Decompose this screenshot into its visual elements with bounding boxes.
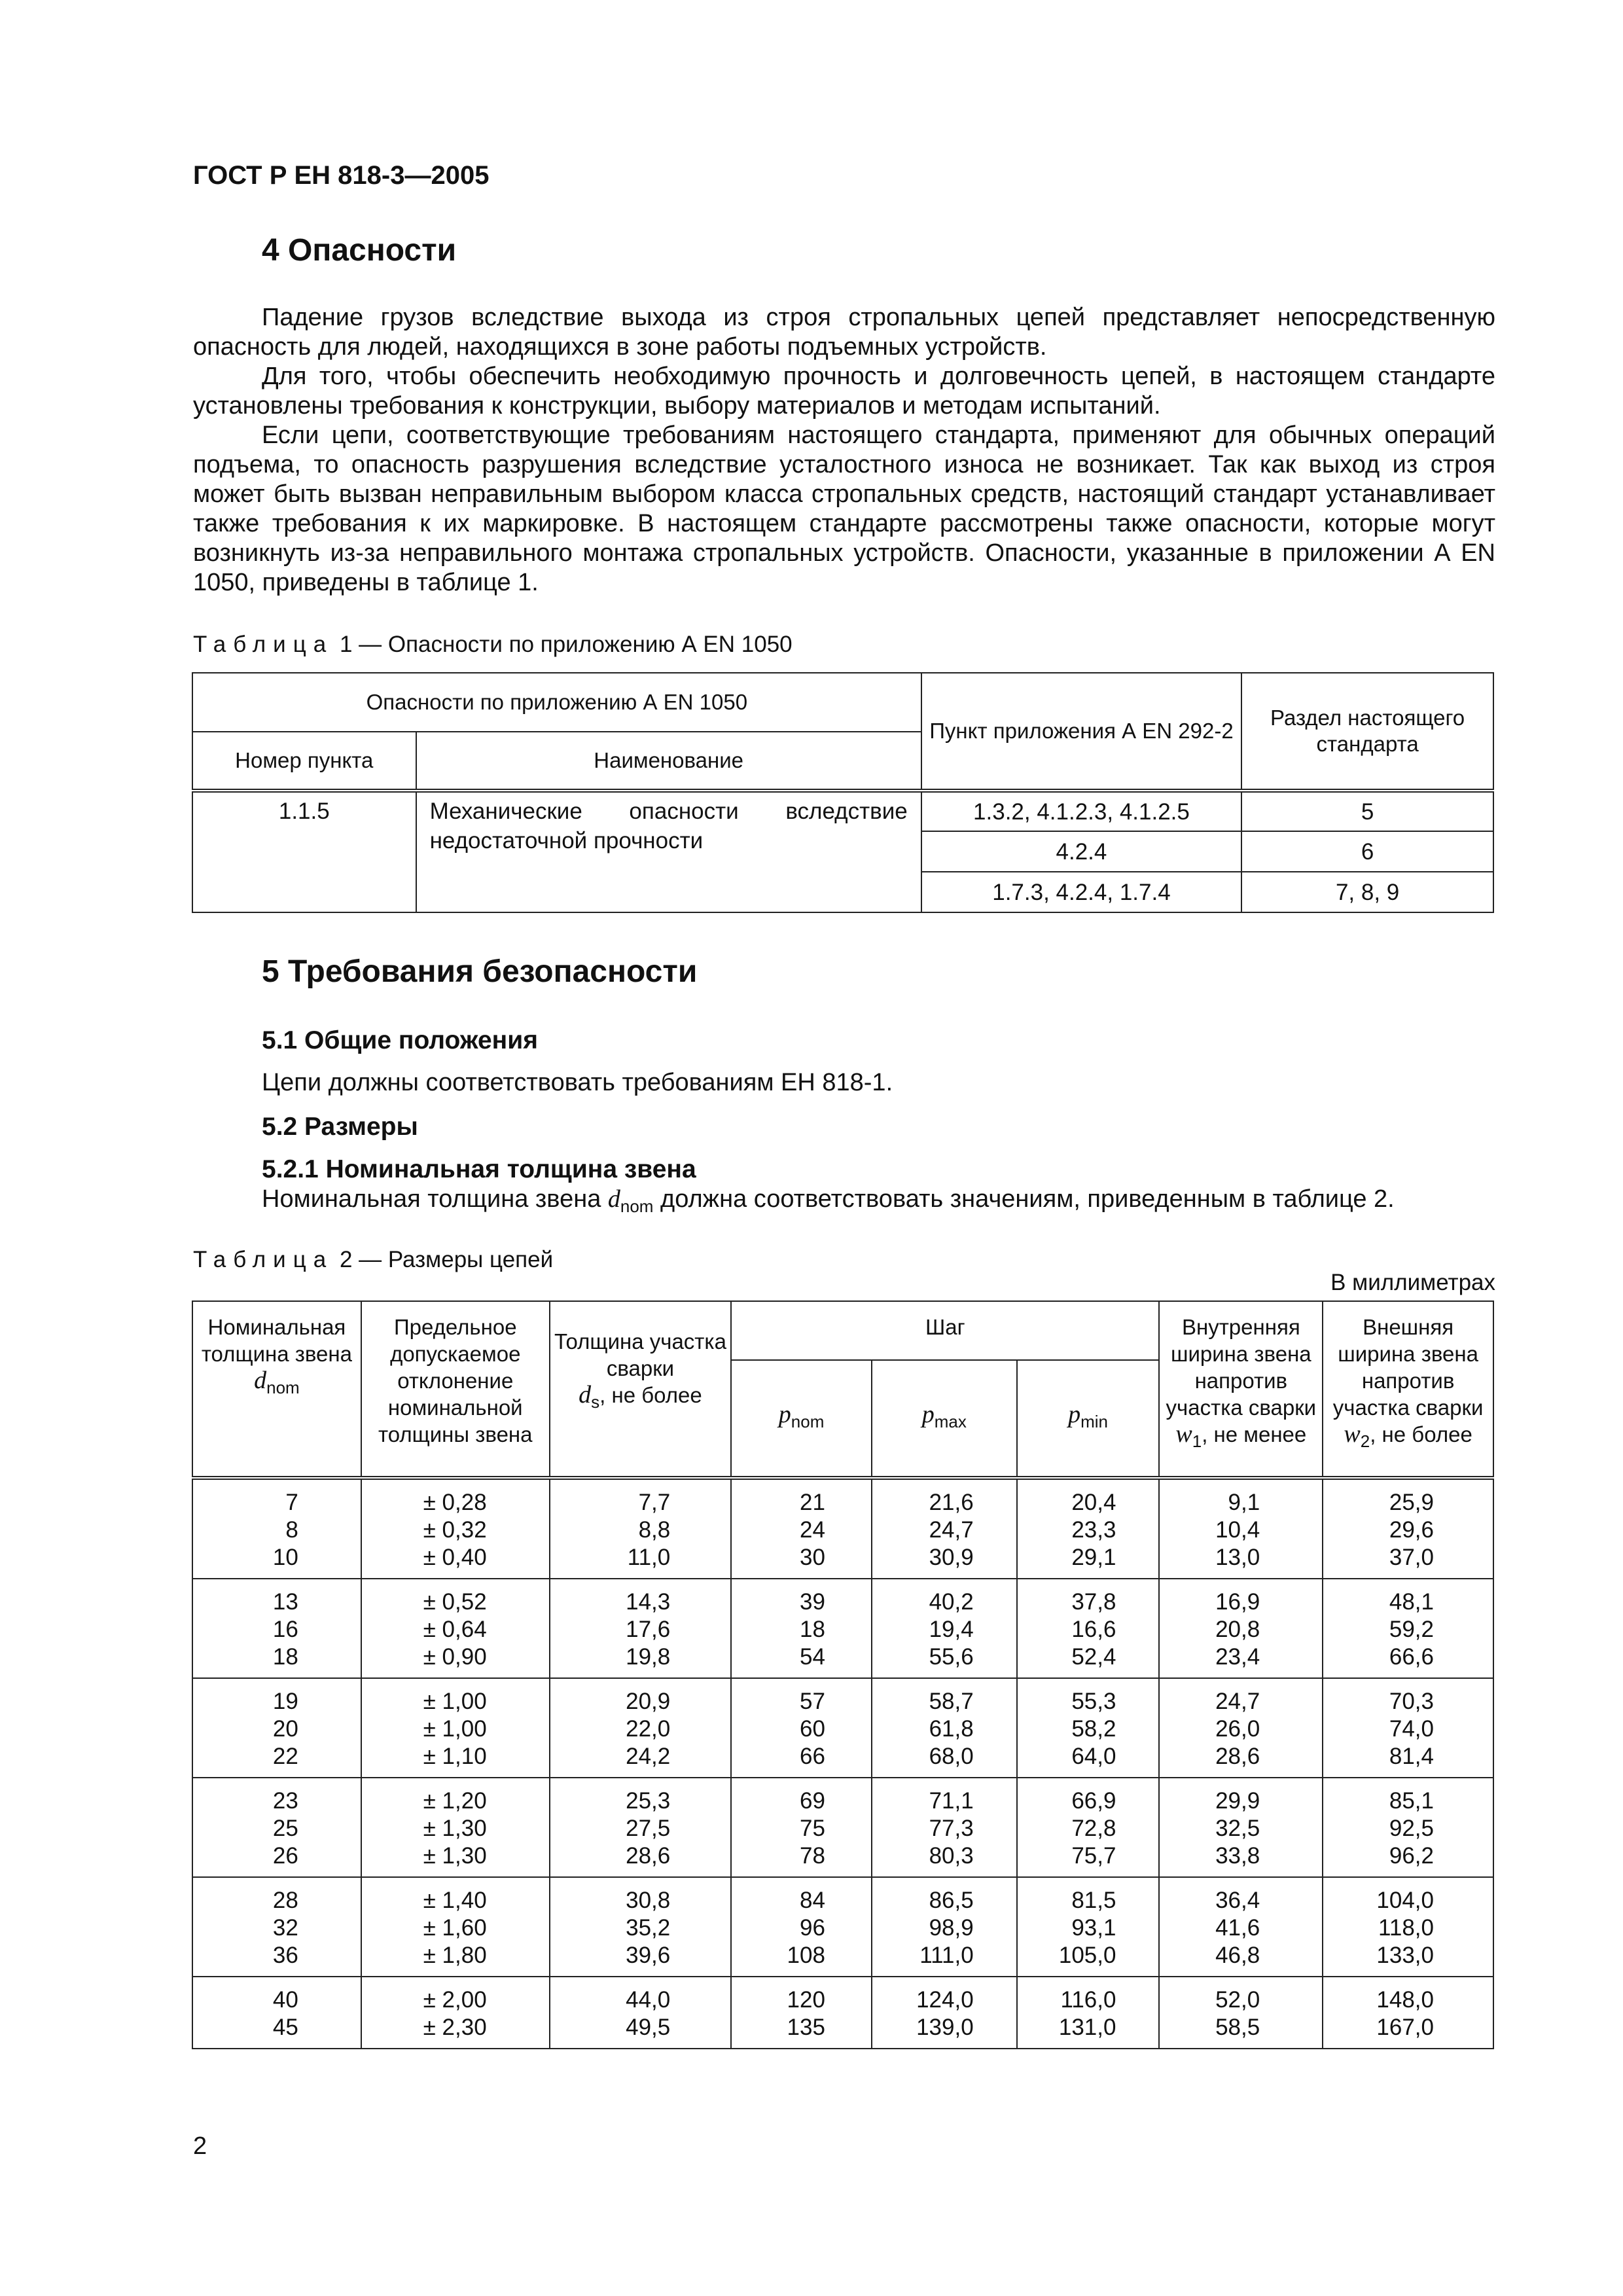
cell-value: 71,1: [929, 1788, 974, 1814]
table-2-body: [192, 1478, 1493, 2049]
cell-value: 48,1: [1389, 1589, 1434, 1615]
text-before: Номинальная толщина звена: [262, 1185, 608, 1213]
cell-value: 18: [272, 1644, 298, 1670]
cell-value: ± 0,64: [423, 1617, 487, 1642]
cell-value: 29,6: [1389, 1517, 1434, 1543]
cell-value: 24,2: [626, 1744, 671, 1769]
cell-value: 26: [272, 1843, 298, 1869]
cell-value: 17,6: [626, 1617, 671, 1642]
paragraph: Падение грузов вследствие выхода из строя стропальных цепей представляет непосредственную опасность для людей, находящихся в зоне работы подъемных устройств.: [193, 304, 1495, 361]
cell-value: 20,4: [1071, 1490, 1116, 1515]
col-pmin-header: $p_{min}$: [1017, 1360, 1160, 1478]
col-section-header: Раздел настоящего стандарта: [1241, 673, 1493, 791]
cell-value: 66,6: [1389, 1644, 1434, 1670]
page-number: 2: [193, 2132, 207, 2160]
inner-width-cell: [1159, 1579, 1323, 1678]
cell-value: ± 1,40: [423, 1888, 487, 1913]
cell-value: 108: [787, 1943, 825, 1968]
section-cell: 7, 8, 9: [1241, 872, 1493, 912]
col-clause-header: Пункт приложения А EN 292-2: [921, 673, 1241, 791]
cell-value: 25,9: [1389, 1490, 1434, 1515]
cell-value: 10,4: [1215, 1517, 1260, 1543]
col-pnom-header: $p_{nom}$: [731, 1360, 872, 1478]
cell-value: 21: [800, 1490, 825, 1515]
cell-value: 29,1: [1071, 1545, 1116, 1570]
cell-value: 52,0: [1215, 1987, 1260, 2013]
nominal-cell: [192, 1579, 361, 1678]
table-row-group: [192, 1977, 1493, 2049]
tolerance-cell: [361, 1579, 550, 1678]
clause-cell: 4.2.4: [921, 831, 1241, 872]
cell-value: 93,1: [1071, 1915, 1116, 1941]
cell-value: 13,0: [1215, 1545, 1260, 1570]
cell-value: 55,3: [1071, 1689, 1116, 1714]
cell-value: 59,2: [1389, 1617, 1434, 1642]
cell-value: 66,9: [1071, 1788, 1116, 1814]
caption-text: 2 — Размеры цепей: [333, 1247, 554, 1272]
weld-cell: [550, 1877, 732, 1977]
cell-value: 68,0: [929, 1744, 974, 1769]
table-row-group: [192, 1778, 1493, 1877]
section-5-2-1-text: [262, 1185, 1395, 1217]
pmax-cell: [872, 1478, 1017, 1579]
cell-value: 25: [272, 1816, 298, 1841]
cell-value: 40,2: [929, 1589, 974, 1615]
cell-value: ± 2,00: [423, 1987, 487, 2013]
cell-value: 8,8: [638, 1517, 671, 1543]
inner-width-cell: [1159, 1778, 1323, 1877]
cell-value: 7: [285, 1490, 298, 1515]
cell-value: 81,5: [1071, 1888, 1116, 1913]
col-pmax-header: $p_{max}$: [872, 1360, 1017, 1478]
pmax-cell: [872, 1678, 1017, 1778]
col-number-header: Номер пункта: [192, 732, 416, 791]
pmax-cell: [872, 1778, 1017, 1877]
cell-value: 22: [272, 1744, 298, 1769]
weld-cell: [550, 1977, 732, 2049]
cell-value: 52,4: [1071, 1644, 1116, 1670]
hazards-table: [192, 672, 1494, 913]
cell-value: 85,1: [1389, 1788, 1434, 1814]
cell-value: 39: [800, 1589, 825, 1615]
pmax-cell: [872, 1579, 1017, 1678]
cell-value: 86,5: [929, 1888, 974, 1913]
cell-value: 13: [272, 1589, 298, 1615]
caption-text: 1 — Опасности по приложению А EN 1050: [333, 632, 793, 657]
cell-value: 46,8: [1215, 1943, 1260, 1968]
nominal-cell: [192, 1977, 361, 2049]
section-5-title: 5 Требования безопасности: [262, 954, 698, 989]
cell-value: 22,0: [626, 1716, 671, 1742]
cell-value: 39,6: [626, 1943, 671, 1968]
cell-value: 20,8: [1215, 1617, 1260, 1642]
cell-value: 74,0: [1389, 1716, 1434, 1742]
pmin-cell: [1017, 1778, 1160, 1877]
col-nominal-header: Номинальная толщина звена $d_{nom}$: [192, 1301, 361, 1478]
nominal-cell: [192, 1877, 361, 1977]
cell-value: ± 1,00: [423, 1716, 487, 1742]
chain-dimensions-table: [192, 1300, 1494, 2049]
cell-value: 24: [800, 1517, 825, 1543]
cell-value: 64,0: [1071, 1744, 1116, 1769]
inner-width-cell: [1159, 1977, 1323, 2049]
cell-value: 58,2: [1071, 1716, 1116, 1742]
section-cell: 6: [1241, 831, 1493, 872]
cell-value: 40: [272, 1987, 298, 2013]
cell-value: 41,6: [1215, 1915, 1260, 1941]
cell-value: 58,7: [929, 1689, 974, 1714]
cell-value: 32: [272, 1915, 298, 1941]
table-1-caption: [193, 632, 793, 658]
cell-value: 9,1: [1228, 1490, 1260, 1515]
col-weld-header: Толщина участка сварки $d_s$, не более: [550, 1301, 732, 1478]
cell-value: 118,0: [1378, 1915, 1434, 1941]
cell-value: 133,0: [1376, 1943, 1434, 1968]
cell-value: 167,0: [1376, 2015, 1434, 2040]
cell-value: 20: [272, 1716, 298, 1742]
section-5-2-title: 5.2 Размеры: [262, 1113, 418, 1141]
table-row-group: [192, 1478, 1493, 1579]
cell-value: 92,5: [1389, 1816, 1434, 1841]
pnom-cell: [731, 1877, 872, 1977]
col-name-header: Наименование: [416, 732, 921, 791]
outer-width-cell: [1323, 1778, 1493, 1877]
cell-value: 19,4: [929, 1617, 974, 1642]
col-tolerance-header: Предельное допускаемое отклонение номинальной толщины звена: [361, 1301, 550, 1478]
clause-cell: 1.7.3, 4.2.4, 1.7.4: [921, 872, 1241, 912]
cell-value: 16,9: [1215, 1589, 1260, 1615]
text-after: должна соответствовать значениям, приведенным в таблице 2.: [653, 1185, 1395, 1213]
outer-width-cell: [1323, 1678, 1493, 1778]
inner-width-cell: [1159, 1678, 1323, 1778]
cell-value: 19: [272, 1689, 298, 1714]
section-4-title: 4 Опасности: [262, 233, 457, 268]
section-5-1-title: 5.1 Общие положения: [262, 1026, 538, 1054]
cell-value: 18: [800, 1617, 825, 1642]
outer-width-cell: [1323, 1579, 1493, 1678]
cell-value: 45: [272, 2015, 298, 2040]
nominal-cell: [192, 1778, 361, 1877]
cell-value: 23: [272, 1788, 298, 1814]
cell-value: ± 0,32: [423, 1517, 487, 1543]
pmin-cell: [1017, 1977, 1160, 2049]
pmin-cell: [1017, 1678, 1160, 1778]
cell-value: 28,6: [1215, 1744, 1260, 1769]
cell-value: 84: [800, 1888, 825, 1913]
cell-value: 21,6: [929, 1490, 974, 1515]
pmin-cell: [1017, 1478, 1160, 1579]
cell-value: ± 0,40: [423, 1545, 487, 1570]
tolerance-cell: [361, 1478, 550, 1579]
cell-value: 30,8: [626, 1888, 671, 1913]
pnom-cell: [731, 1579, 872, 1678]
paragraph: Для того, чтобы обеспечить необходимую прочность и долговечность цепей, в настоящем стандарте установлены требования к конструкции, выбору материалов и методам испытаний.: [193, 363, 1495, 420]
caption-word: Таблица: [193, 1247, 334, 1272]
cell-value: 96,2: [1389, 1843, 1434, 1869]
cell-value: 7,7: [638, 1490, 671, 1515]
cell-value: ± 1,60: [423, 1915, 487, 1941]
nominal-cell: [192, 1678, 361, 1778]
cell-value: 36: [272, 1943, 298, 1968]
cell-value: 19,8: [626, 1644, 671, 1670]
cell-value: ± 0,28: [423, 1490, 487, 1515]
cell-value: ± 1,80: [423, 1943, 487, 1968]
tolerance-cell: [361, 1877, 550, 1977]
cell-value: 24,7: [1215, 1689, 1260, 1714]
weld-cell: [550, 1478, 732, 1579]
cell-value: 69: [800, 1788, 825, 1814]
units-note: В миллиметрах: [1330, 1270, 1495, 1295]
outer-width-cell: [1323, 1977, 1493, 2049]
cell-value: 32,5: [1215, 1816, 1260, 1841]
cell-value: 33,8: [1215, 1843, 1260, 1869]
variable-d: d: [607, 1185, 620, 1213]
cell-value: 10: [272, 1545, 298, 1570]
table-row-group: [192, 1877, 1493, 1977]
tolerance-cell: [361, 1678, 550, 1778]
pmin-cell: [1017, 1877, 1160, 1977]
cell-value: 16,6: [1071, 1617, 1116, 1642]
section-4-body: [193, 303, 1495, 598]
cell-value: 37,0: [1389, 1545, 1434, 1570]
pnom-cell: [731, 1778, 872, 1877]
cell-value: 70,3: [1389, 1689, 1434, 1714]
cell-value: 23,3: [1071, 1517, 1116, 1543]
cell-value: ± 2,30: [423, 2015, 487, 2040]
cell-value: ± 1,30: [423, 1843, 487, 1869]
outer-width-cell: [1323, 1478, 1493, 1579]
cell-value: 29,9: [1215, 1788, 1260, 1814]
cell-value: 98,9: [929, 1915, 974, 1941]
cell-value: 131,0: [1058, 2015, 1116, 2040]
cell-value: 66: [800, 1744, 825, 1769]
inner-width-cell: [1159, 1877, 1323, 1977]
cell-value: 26,0: [1215, 1716, 1260, 1742]
cell-value: 105,0: [1058, 1943, 1116, 1968]
cell-value: 54: [800, 1644, 825, 1670]
cell-value: 72,8: [1071, 1816, 1116, 1841]
hazard-name: Механические опасности вследствие недостаточной прочности: [416, 791, 921, 912]
cell-value: 61,8: [929, 1716, 974, 1742]
cell-value: 20,9: [626, 1689, 671, 1714]
pmax-cell: [872, 1877, 1017, 1977]
cell-value: 28: [272, 1888, 298, 1913]
weld-cell: [550, 1678, 732, 1778]
cell-value: ± 1,30: [423, 1816, 487, 1841]
hazard-number: 1.1.5: [192, 791, 416, 912]
subscript-nom: nom: [620, 1196, 654, 1216]
cell-value: 36,4: [1215, 1888, 1260, 1913]
cell-value: 135: [787, 2015, 825, 2040]
cell-value: ± 1,00: [423, 1689, 487, 1714]
cell-value: 30,9: [929, 1545, 974, 1570]
pnom-cell: [731, 1977, 872, 2049]
cell-value: 25,3: [626, 1788, 671, 1814]
table-row-group: [192, 1579, 1493, 1678]
cell-value: 116,0: [1060, 1987, 1116, 2013]
cell-value: ± 1,20: [423, 1788, 487, 1814]
pmin-cell: [1017, 1579, 1160, 1678]
weld-cell: [550, 1579, 732, 1678]
tolerance-cell: [361, 1977, 550, 2049]
cell-value: 37,8: [1071, 1589, 1116, 1615]
table-row-group: [192, 1678, 1493, 1778]
cell-value: 16: [272, 1617, 298, 1642]
cell-value: 58,5: [1215, 2015, 1260, 2040]
cell-value: 35,2: [626, 1915, 671, 1941]
clause-cell: 1.3.2, 4.1.2.3, 4.1.2.5: [921, 791, 1241, 831]
document-header: ГОСТ Р ЕН 818-3—2005: [193, 161, 490, 190]
cell-value: 49,5: [626, 2015, 671, 2040]
nominal-cell: [192, 1478, 361, 1579]
cell-value: 148,0: [1376, 1987, 1434, 2013]
cell-value: 124,0: [916, 1987, 974, 2013]
cell-value: 81,4: [1389, 1744, 1434, 1769]
cell-value: 27,5: [626, 1816, 671, 1841]
caption-word: Таблица: [193, 632, 334, 657]
cell-value: 11,0: [627, 1545, 671, 1570]
paragraph: Если цепи, соответствующие требованиям настоящего стандарта, применяют для обычных операций подъема, то опасность разрушения вследствие усталостного износа не возникает. Так как выход из строя может быть вызван неправильным выбором класса стропальных средств, настоящий стандарт устанавливает также требования к их маркировке. В настоящем стандарте рассмотрены также опасности, которые могут возникнуть из-за неправильного монтажа стропальных устройств. Опасности, указанные в приложении А EN 1050, приведены в таблице 1.: [193, 422, 1495, 596]
outer-width-cell: [1323, 1877, 1493, 1977]
section-5-1-text: Цепи должны соответствовать требованиям ЕН 818-1.: [262, 1069, 893, 1096]
cell-value: 77,3: [929, 1816, 974, 1841]
cell-value: 111,0: [919, 1943, 974, 1968]
cell-value: ± 0,90: [423, 1644, 487, 1670]
cell-value: 80,3: [929, 1843, 974, 1869]
cell-value: ± 0,52: [423, 1589, 487, 1615]
cell-value: 120: [787, 1987, 825, 2013]
cell-value: 24,7: [929, 1517, 974, 1543]
col-pitch-header: Шаг: [731, 1301, 1159, 1360]
cell-value: 139,0: [916, 2015, 974, 2040]
group-header: Опасности по приложению А EN 1050: [192, 673, 921, 732]
inner-width-cell: [1159, 1478, 1323, 1579]
cell-value: 30: [800, 1545, 825, 1570]
cell-value: 57: [800, 1689, 825, 1714]
table-2-caption: [193, 1247, 553, 1273]
cell-value: 96: [800, 1915, 825, 1941]
cell-value: 8: [285, 1517, 298, 1543]
cell-value: 78: [800, 1843, 825, 1869]
cell-value: 75,7: [1071, 1843, 1116, 1869]
col-outer-width-header: Внешняя ширина звена напротив участка сварки $w_2$, не более: [1323, 1301, 1493, 1478]
cell-value: 75: [800, 1816, 825, 1841]
cell-value: 55,6: [929, 1644, 974, 1670]
cell-value: 14,3: [626, 1589, 671, 1615]
section-cell: 5: [1241, 791, 1493, 831]
cell-value: 23,4: [1215, 1644, 1260, 1670]
col-inner-width-header: Внутренняя ширина звена напротив участка сварки $w_1$, не менее: [1159, 1301, 1323, 1478]
cell-value: 60: [800, 1716, 825, 1742]
tolerance-cell: [361, 1778, 550, 1877]
section-5-2-1-title: 5.2.1 Номинальная толщина звена: [262, 1155, 696, 1183]
cell-value: 104,0: [1376, 1888, 1434, 1913]
pnom-cell: [731, 1678, 872, 1778]
weld-cell: [550, 1778, 732, 1877]
cell-value: ± 1,10: [423, 1744, 487, 1769]
cell-value: 44,0: [626, 1987, 671, 2013]
pmax-cell: [872, 1977, 1017, 2049]
cell-value: 28,6: [626, 1843, 671, 1869]
pnom-cell: [731, 1478, 872, 1579]
